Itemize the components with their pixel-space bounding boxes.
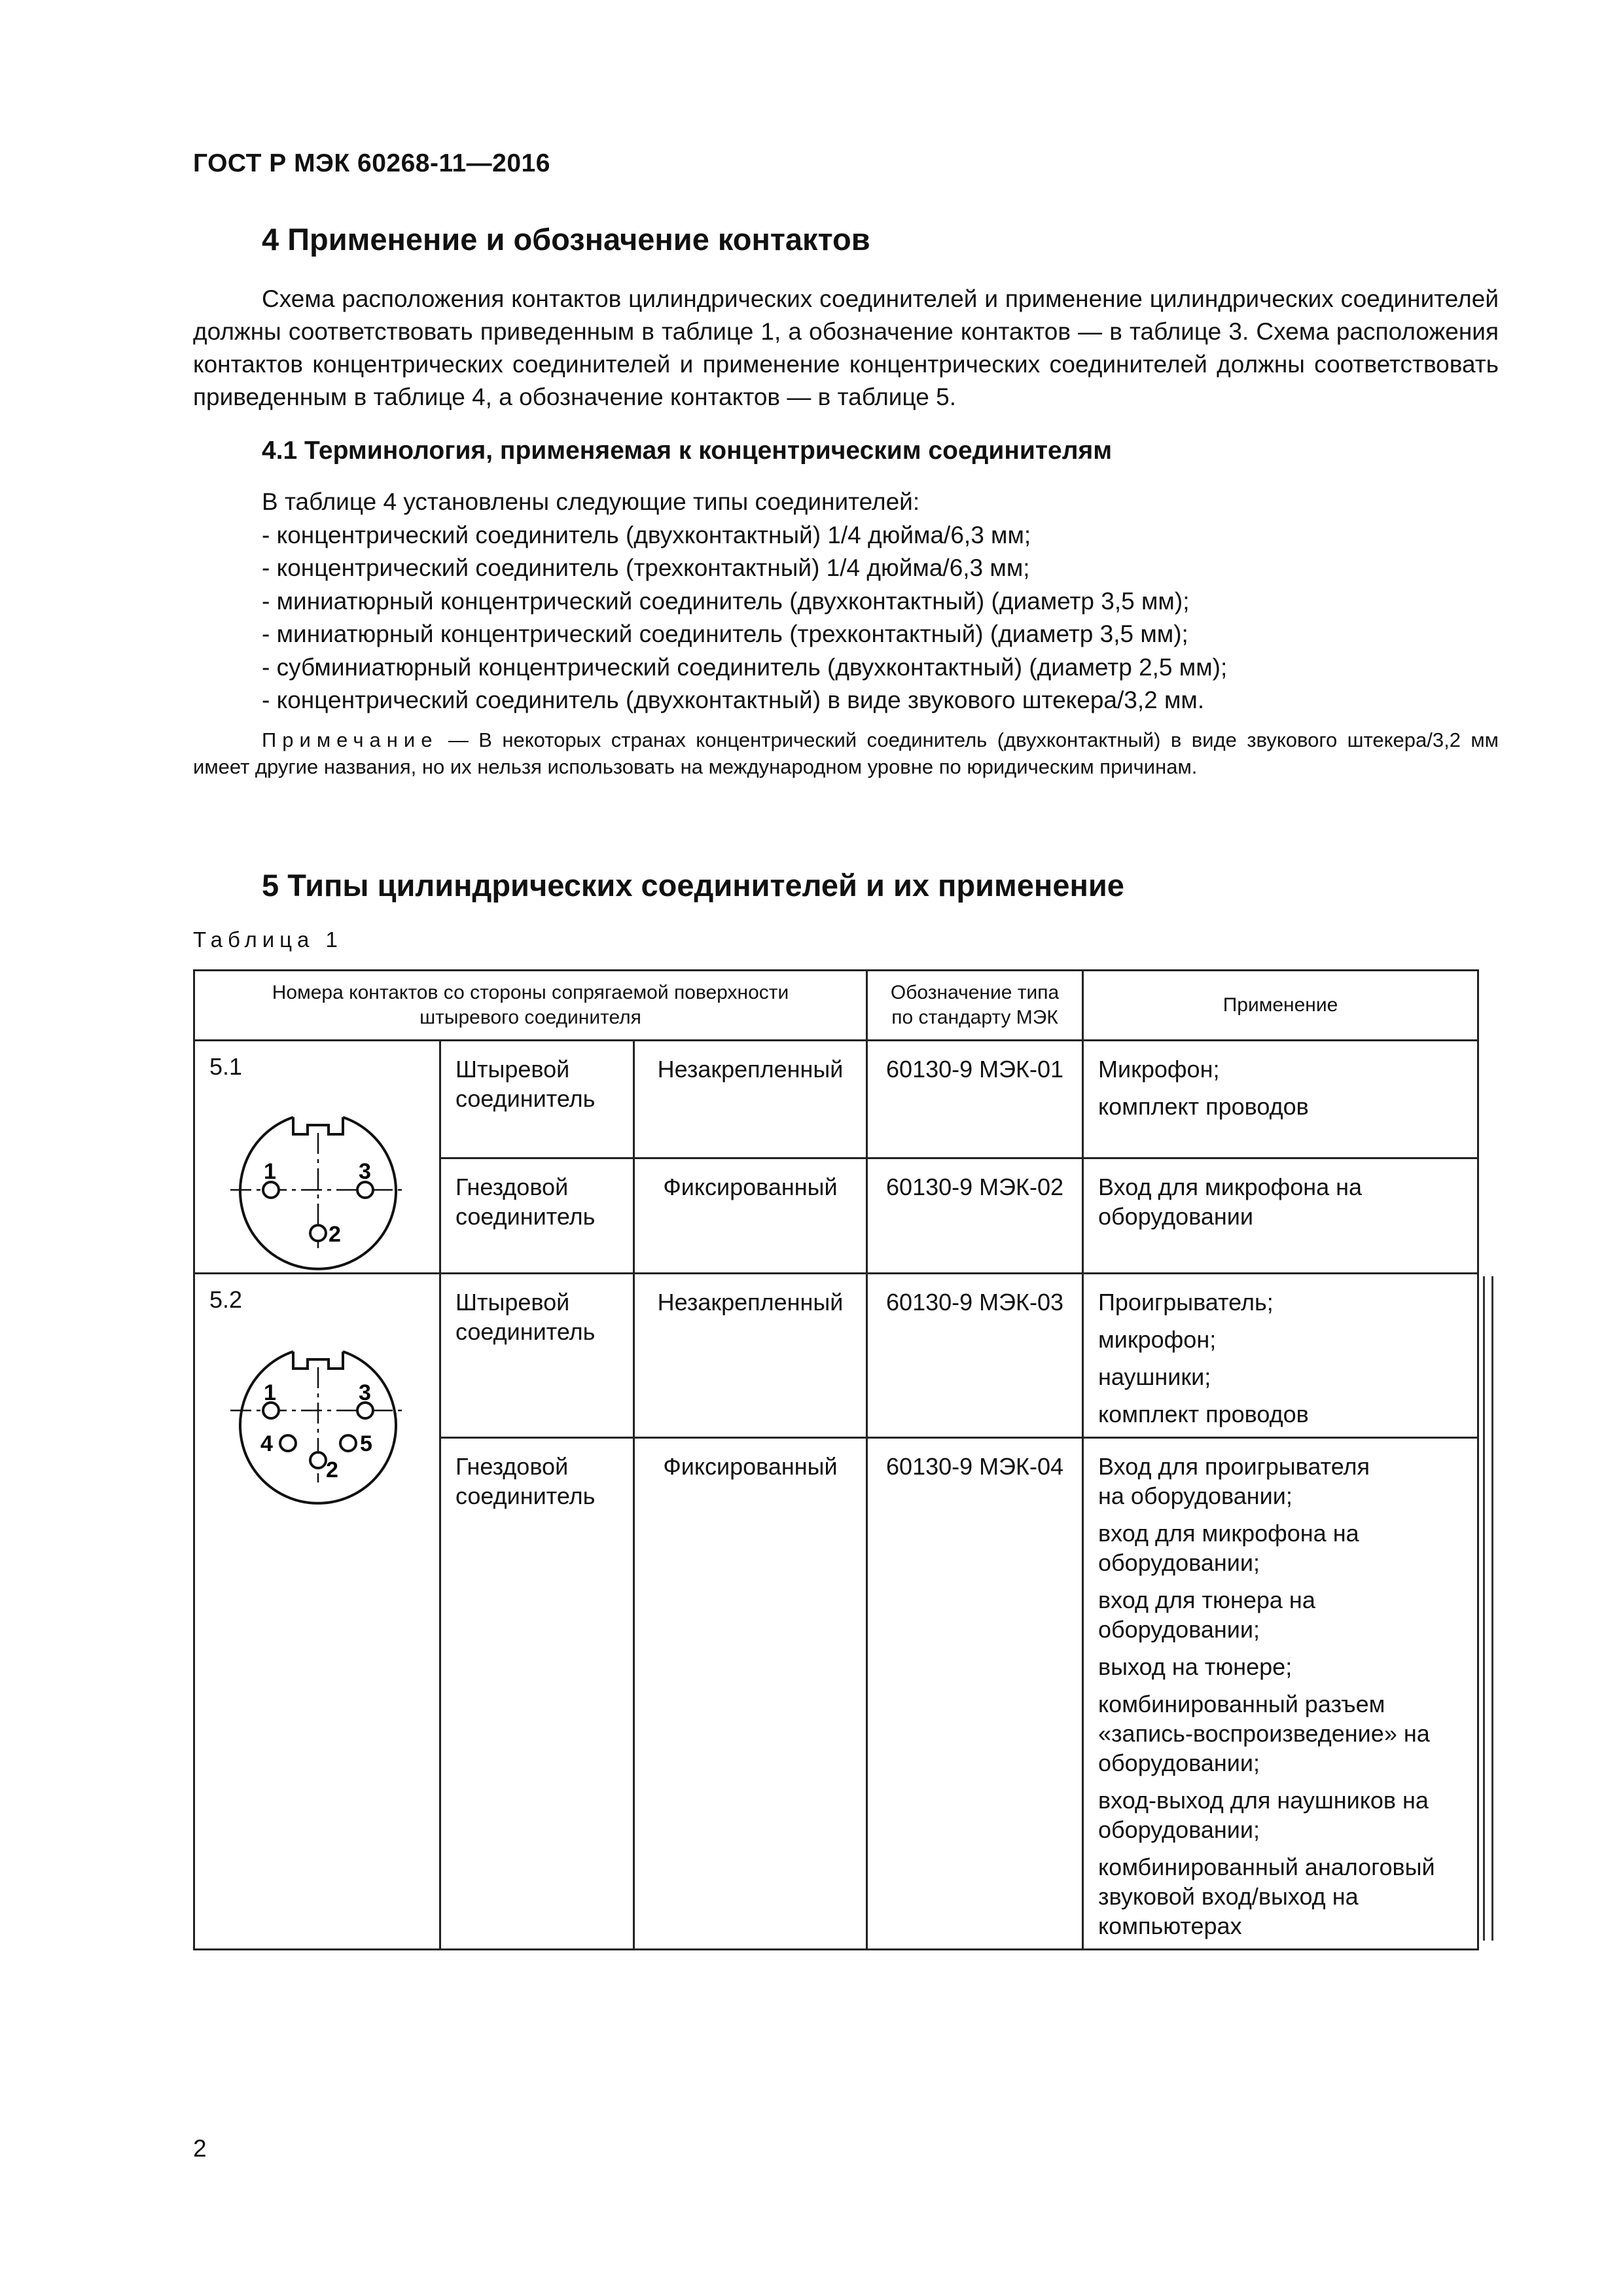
pin-label: 3 [359, 1380, 371, 1405]
list-item: - субминиатюрный концентрический соединитель (двухконтактный) (диаметр 2,5 мм); [262, 653, 1228, 681]
iec-code: 60130-9 МЭК-04 [867, 1438, 1083, 1950]
standard-designation: ГОСТ Р МЭК 60268-11—2016 [193, 149, 550, 177]
application-cell [1083, 1158, 1478, 1274]
connector-type: Гнездовой соединитель [440, 1438, 634, 1950]
page-number: 2 [193, 2135, 207, 2162]
application-cell [1083, 1041, 1478, 1158]
application-cell [1083, 1438, 1478, 1950]
header-application: Применение [1083, 971, 1478, 1041]
section-4-1-title: 4.1 Терминология, применяемая к концентрическим соединителям [262, 437, 1113, 465]
application-item: комплект проводов [1098, 1401, 1309, 1427]
change-bar [1483, 1276, 1493, 1941]
table-row [194, 1041, 1478, 1158]
pin-label: 2 [329, 1222, 341, 1247]
list-intro: В таблице 4 установлены следующие типы соединителей: [262, 488, 920, 515]
application-item: вход-выход для наушников на оборудовании; [1098, 1787, 1429, 1843]
iec-code: 60130-9 МЭК-01 [867, 1041, 1083, 1158]
pin-label: 4 [260, 1431, 273, 1456]
connector-type: Штыревой соединитель [440, 1041, 634, 1158]
list-item: - концентрический соединитель (трехконтактный) 1/4 дюйма/6,3 мм; [262, 554, 1030, 581]
application-item: наушники; [1098, 1363, 1211, 1390]
iec-code: 60130-9 МЭК-03 [867, 1274, 1083, 1438]
header-designation: Обозначение типа по стандарту МЭК [867, 971, 1083, 1041]
diagram-cell-5-1 [194, 1041, 440, 1274]
note [193, 726, 1499, 780]
list-item: - миниатюрный концентрический соединитель (трехконтактный) (диаметр 3,5 мм); [262, 620, 1188, 647]
section-4-paragraph [193, 283, 1499, 414]
application-item: Микрофон; [1098, 1056, 1220, 1083]
pin-diagram-5-2 [195, 1274, 441, 1510]
list-item: - концентрический соединитель (двухконтактный) в виде звукового штекера/3,2 мм. [262, 687, 1205, 713]
row-number: 5.1 [209, 1053, 243, 1080]
application-item: комбинированный аналоговый звуковой вход/выход на компьютерах [1098, 1854, 1435, 1939]
diagram-cell-5-2 [194, 1274, 440, 1950]
application-item: комплект проводов [1098, 1093, 1309, 1120]
section-4-title: 4 Применение и обозначение контактов [262, 222, 870, 257]
application-item: комбинированный разъем «запись-воспроизведение» на оборудовании; [1098, 1691, 1430, 1776]
pin-label: 3 [359, 1159, 371, 1184]
application-item: вход для тюнера на оборудовании; [1098, 1587, 1315, 1643]
table-row [194, 1274, 1478, 1438]
list-item: - миниатюрный концентрический соединитель (двухконтактный) (диаметр 3,5 мм); [262, 587, 1190, 615]
pin-label: 1 [264, 1159, 276, 1184]
section-5-title: 5 Типы цилиндрических соединителей и их применение [262, 868, 1124, 903]
pin-label: 1 [264, 1380, 276, 1405]
pin-label: 2 [326, 1458, 338, 1482]
connector-type: Штыревой соединитель [440, 1274, 634, 1438]
application-item: Проигрыватель; [1098, 1289, 1274, 1316]
mount-type: Фиксированный [634, 1438, 867, 1950]
application-item: Вход для микрофона на оборудовании [1098, 1174, 1363, 1230]
iec-code: 60130-9 МЭК-02 [867, 1158, 1083, 1274]
mount-type: Незакрепленный [634, 1041, 867, 1158]
application-item: микрофон; [1098, 1326, 1217, 1353]
application-item: выход на тюнере; [1098, 1653, 1293, 1680]
mount-type: Фиксированный [634, 1158, 867, 1274]
mount-type: Незакрепленный [634, 1274, 867, 1438]
note-text: — В некоторых странах концентрический соединитель (двухконтактный) в виде звукового штекера/3,2 мм имеет другие названия, но их нельзя использовать на международном уровне по юридическим причинам. [193, 728, 1499, 778]
row-number: 5.2 [209, 1286, 243, 1313]
connector-types-list [262, 486, 1505, 717]
table-caption: Таблица 1 [193, 927, 343, 952]
header-contacts: Номера контактов со стороны сопрягаемой поверхности штыревого соединителя [194, 971, 867, 1041]
list-item: - концентрический соединитель (двухконтактный) 1/4 дюйма/6,3 мм; [262, 521, 1031, 548]
connector-table [193, 969, 1479, 1950]
section-4-text: Схема расположения контактов цилиндрических соединителей и применение цилиндрических соединителей должны соответствовать приведенным в таблице 1, а обозначение контактов — в таблице 3. Схема расположения контактов концентрических соединителей и применение концентрических соединителей должны соответствовать приведенным в таблице 4, а обозначение контактов — в таблице 5. [193, 285, 1499, 410]
application-cell [1083, 1274, 1478, 1438]
note-label: Примечание [262, 728, 438, 751]
application-item: Вход для проигрывателя на оборудовании; [1098, 1453, 1370, 1509]
table-header-row [194, 971, 1478, 1041]
pin-diagram-5-1 [195, 1041, 441, 1274]
application-item: вход для микрофона на оборудовании; [1098, 1520, 1359, 1576]
pin-label: 5 [360, 1431, 372, 1456]
connector-type: Гнездовой соединитель [440, 1158, 634, 1274]
